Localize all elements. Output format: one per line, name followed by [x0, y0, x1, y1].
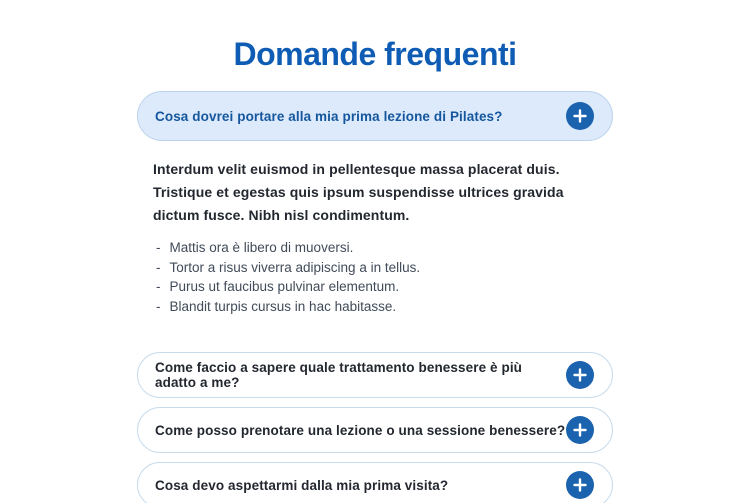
list-item — [156, 258, 613, 278]
faq-list — [137, 91, 613, 503]
bullet-text: - Mattis ora è libero di muoversi. — [169, 240, 354, 255]
faq-collapsed-group — [137, 352, 613, 503]
bullet-text: - Blandit turpis cursus in hac habitasse. — [169, 298, 397, 314]
plus-icon — [573, 423, 587, 437]
plus-icon — [573, 109, 587, 123]
bullet-text: - Purus ut faucibus pulvinar elementum. — [169, 279, 400, 294]
bullet-text: - Tortor a risus viverra adipiscing a in tellus. — [169, 259, 421, 275]
expand-toggle-button[interactable] — [566, 471, 594, 499]
list-item — [156, 297, 613, 317]
plus-icon — [573, 478, 587, 492]
faq-item-expanded[interactable] — [137, 91, 613, 141]
faq-item-collapsed[interactable] — [137, 407, 613, 453]
expand-toggle-button[interactable] — [566, 361, 594, 389]
faq-question-label: Come faccio a sapere quale trattamento benessere è più adatto a me? — [155, 360, 523, 390]
plus-icon — [573, 368, 587, 382]
faq-question-label: Cosa dovrei portare alla mia prima lezione di Pilates? — [155, 108, 503, 124]
faq-item-collapsed[interactable] — [137, 462, 613, 503]
page-title: Domande frequenti — [233, 36, 517, 72]
faq-question-label: Cosa devo aspettarmi dalla mia prima visita? — [155, 477, 449, 493]
faq-answer-bullet-list — [153, 238, 613, 316]
faq-answer-paragraph: Interdum velit euismod in pellentesque massa placerat duis. Tristique et egestas quis ipsum suspendisse ultrices gravida dictum fusce. Nibh nisl condimentum. — [153, 161, 564, 223]
faq-question-label: Come posso prenotare una lezione o una sessione benessere? — [155, 422, 566, 438]
expand-toggle-button[interactable] — [566, 102, 594, 130]
faq-item-collapsed[interactable] — [137, 352, 613, 398]
faq-answer-panel — [137, 141, 613, 316]
list-item — [156, 277, 613, 297]
list-item — [156, 238, 613, 258]
expand-toggle-button[interactable] — [566, 416, 594, 444]
